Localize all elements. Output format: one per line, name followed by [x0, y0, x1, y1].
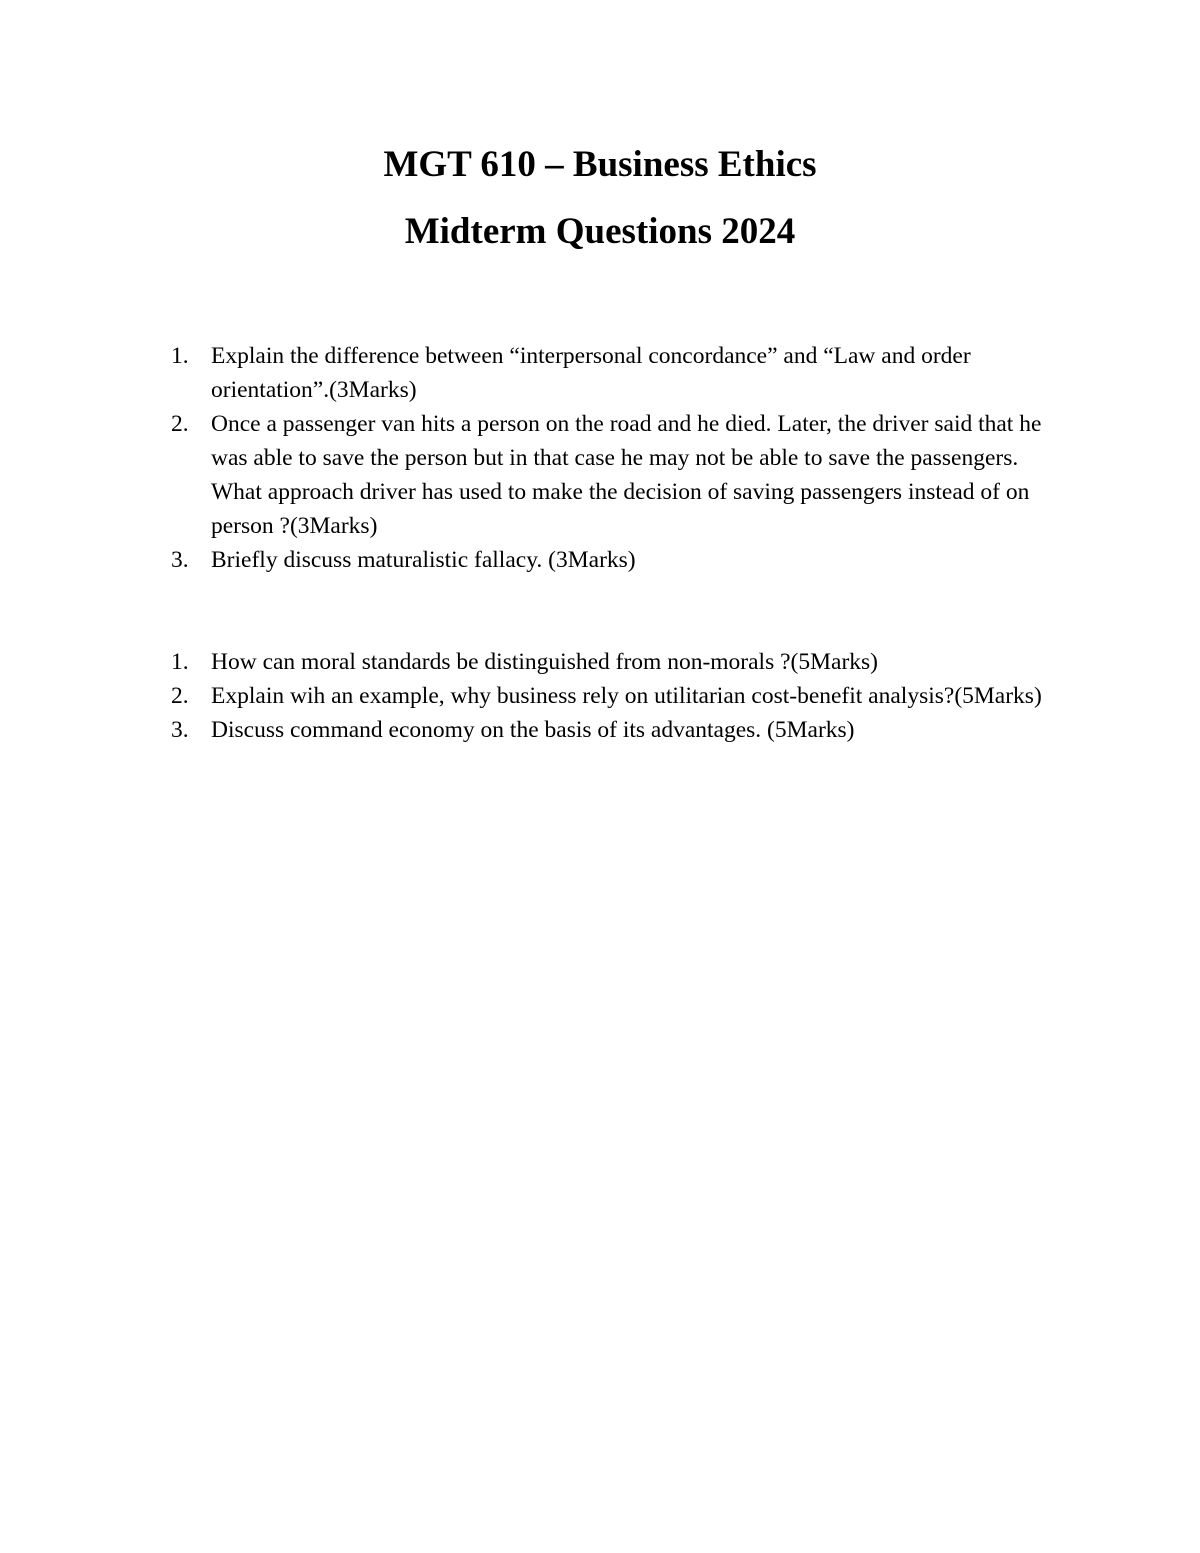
question-list-5-marks — [171, 645, 1071, 747]
question-number: 3. — [171, 547, 189, 573]
question-text: Discuss command economy on the basis of its advantages. (5Marks) — [211, 717, 855, 743]
question-number: 1. — [171, 649, 189, 675]
question-number: 2. — [171, 411, 189, 437]
question-text: Once a passenger van hits a person on the road and he died. Later, the driver said that he was able to save the person but in that case he may not be able to save the passengers. What approach driver has used to make the decision of saving passengers instead of on person ?(3Marks) — [211, 411, 1042, 539]
question-number: 3. — [171, 717, 189, 743]
question-number: 2. — [171, 683, 189, 709]
question-list-3-marks — [171, 339, 1071, 577]
question-item — [171, 543, 1071, 577]
question-text: Briefly discuss maturalistic fallacy. (3Marks) — [211, 547, 636, 573]
exam-title: Midterm Questions 2024 — [404, 211, 796, 252]
question-text: How can moral standards be distinguished from non-morals ?(5Marks) — [211, 649, 878, 675]
question-item — [171, 679, 1071, 713]
question-number: 1. — [171, 343, 189, 369]
question-item — [171, 645, 1071, 679]
question-text: Explain wih an example, why business rely on utilitarian cost-benefit analysis?(5Marks) — [211, 683, 1042, 709]
question-item — [171, 339, 1071, 407]
course-title: MGT 610 – Business Ethics — [383, 144, 817, 185]
question-item — [171, 713, 1071, 747]
question-item — [171, 407, 1071, 543]
question-text: Explain the difference between “interpersonal concordance” and “Law and order orientation”.(3Marks) — [211, 343, 971, 403]
